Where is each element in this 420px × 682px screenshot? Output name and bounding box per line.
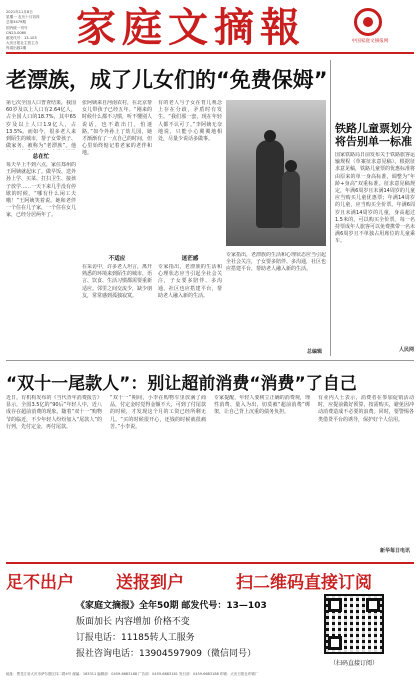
meta-line: 邮发代号：13-103 [6, 36, 37, 41]
newspaper-logo [330, 8, 410, 50]
lead-col2b-text: 在采访中，许多老人坦言，离开熟悉的环境来到陌生的城市，语言、饮食、生活习惯都需要重新适应。邻里之间交流少，缺少朋友，常常感到孤独寂寞。 [82, 264, 152, 299]
ad-details [76, 598, 326, 662]
lead-headline: 老漂族，成了儿女们的“免费保姆” [6, 68, 328, 92]
meta-line: CN23-0060 [6, 30, 27, 35]
ad-line-1 [76, 598, 326, 614]
footer-info: 地址：黑龙江省大庆市萨尔图区纬二路4号 邮编：163311 编辑部：0459-6683188 广告部：0459-6683181 发行部：0459-6683188 印刷：大庆日报社印刷厂 [6, 672, 259, 676]
ad-headline [6, 568, 414, 592]
lead-subhead-1: 总在忙 [32, 154, 50, 160]
second-col4-text: 有业内人士表示，消费者在参加促销活动时，应提前做好预算，按需购买，避免因冲动消费造成不必要的浪费。同时，要警惕各类借贷平台的诱导，保护好个人信用。 [318, 395, 414, 423]
qr-corner-icon [328, 636, 342, 650]
meta-line: 2021年11月8日 [6, 10, 33, 14]
meta-line: 每周出版2期 [6, 46, 27, 51]
ad-line-1-value: 邮发代号：13—103 [181, 601, 267, 611]
ad-head-2: 送报到户 [116, 573, 184, 593]
meta-line: 大庆日报社主管主办 [6, 41, 39, 46]
subscription-qr-code[interactable] [324, 594, 384, 654]
lead-col2-text: 张阿姨来自河南农村，在北京帮女儿带孩子已经五年。“刚来的时候什么都不习惯，听不懂别人说话，也不敢出门，怕迷路。”如今外孙上了幼儿园，她才渐渐有了一点自己的时间，但心里始终惦记着老家的老伴和地。 [82, 100, 152, 157]
qr-corner-icon [366, 598, 380, 612]
qr-corner-icon [328, 598, 342, 612]
logo-emblem-icon [354, 8, 382, 36]
ad-head-1: 足不出户 [6, 573, 74, 593]
lead-col4-text: 专家指出，老漂族的生活和心理状态应当引起全社会关注，子女要多陪伴、多沟通，社区也应搭建平台，帮助老人融入新的生活。 [226, 252, 326, 273]
ad-line-4: 报社咨询电话：13904597909（微信同号） [76, 649, 256, 659]
second-col3-text: 专家提醒，年轻人要树立正确的消费观，理性消费、量入为出，切莫被“超前消费”绑架，让自己背上沉重的债务负担。 [214, 395, 310, 416]
newspaper-title: 家庭文摘報 [76, 4, 306, 51]
lead-photo [226, 100, 326, 246]
lead-subhead-3: 迷茫感 [181, 256, 199, 262]
side-source: 人民网 [398, 347, 414, 353]
side-headline: 铁路儿童票划分将告别单一标准 [335, 122, 412, 148]
lead-article [6, 60, 326, 356]
masthead-meta [6, 10, 72, 52]
photo-figure-adult [256, 140, 284, 228]
second-source: 新华每日电讯 [379, 548, 410, 554]
second-article [6, 360, 414, 560]
logo-name: 中国家庭文摘报网 [351, 39, 389, 44]
lead-col3-text: 有的老人与子女在育儿观念上存在分歧，矛盾时有发生。“我们那一套，现在年轻人都不认可了。”李阿姨无奈地说，只能小心翼翼地相处，尽量少说话多做事。 [158, 100, 222, 143]
second-col1-text: 近日，有机构发布的《当代青年消费报告》显示，全国3.5亿的“90后”年轻人中，近八成存在超前消费的现象。随着“双十一”购物节的临近，不少年轻人纷纷加入“尾款人”的行列，先付定金，再付尾款。 [6, 395, 102, 430]
ad-line-2: 版面加长 内容增加 价格不变 [76, 617, 190, 627]
lead-col3b-text: 专家指出，老漂族的生活和心理状态应当引起全社会关注，子女要多陪伴、多沟通，社区也应搭建平台，帮助老人融入新的生活。 [158, 264, 222, 299]
side-article [330, 60, 414, 356]
lead-subhead-2: 不适应 [108, 256, 126, 262]
qr-caption: （扫码直接订阅） [329, 660, 378, 667]
lead-author: 总编辑 [306, 349, 322, 355]
meta-line: 总第3479期 [6, 20, 26, 25]
meta-line: 星期一 农历十月初四 [6, 15, 40, 20]
meta-line: 国内统一刊号 [6, 25, 28, 30]
lead-col1b-text: 每天早上不到六点，家住郑州的王阿姨就起床了。做早饭、送外孙上学、买菜、打扫卫生、接孩子放学……一天下来几乎没有停歇的时候。“哪有什么闲工夫哦！”王阿姨笑着说。她和老伴一个住在儿子家，一个住在女儿家，已经分居两年了。 [6, 162, 76, 219]
side-body-text: 国家铁路局日前发布关于铁路旅客运输规程（草案征求意见稿）。根据征求意见稿，铁路儿童票的优惠标准将由原来的单一身高标准，调整为“年龄+身高”双重标准。征求意见稿规定，年满6周岁且未满14周岁的儿童应当购买儿童优惠票；年满14周岁的儿童，应当购买全价票。年满6周岁且未满14周岁的儿童，身高超过1.5米的，可以购买全价票。每一名持票成年人旅客可以免费携带一名未满6周岁且不单独占用席位的儿童乘车。 [335, 152, 415, 245]
ad-head-3: 扫二维码直接订阅 [236, 573, 372, 593]
photo-figure-child [282, 170, 300, 228]
ad-line-1-label: 《家庭文摘报》全年50期 [76, 601, 179, 611]
second-headline: “双十一尾款人”：别让超前消费“消费”了自己 [6, 374, 357, 394]
lead-col1-text: 第七次全国人口普查结果，我国60岁及以上人口有2.64亿人，占全国人口的18.7%，其中65岁及以上人口1.9亿人，占13.5%。而如今，很多老人来到陌生的城市，帮子女带孩子、做家务，被称为“老漂族”。他 [6, 100, 76, 150]
masthead [6, 4, 414, 54]
ad-line-3: 订报电话：11185转人工服务 [76, 633, 195, 643]
second-col2-text: “双十一”期间，小李在购物车里放满了商品，付定金时觉得金额不大，可到了付尾款的时候，才发现这个月的工资已经所剩无几。“买的时候很开心，还钱的时候就很痛苦。”小李说。 [110, 395, 206, 430]
subscription-ad [6, 562, 414, 670]
